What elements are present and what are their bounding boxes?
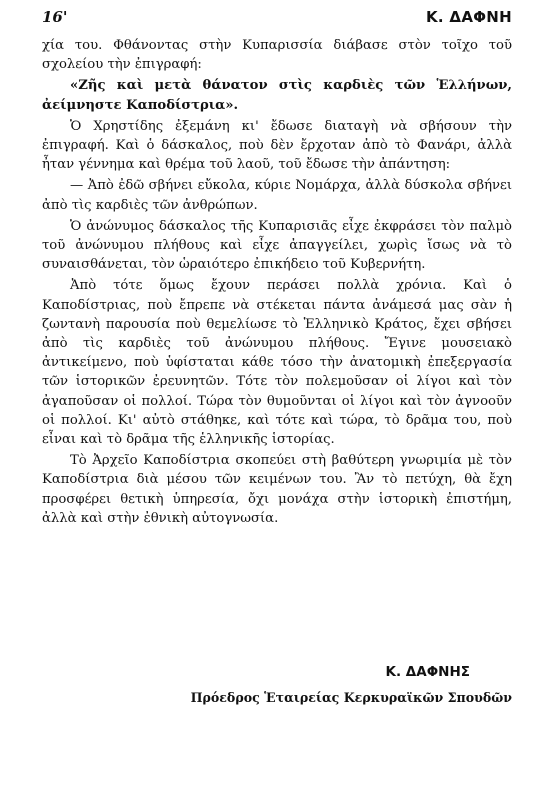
paragraph-inscription: «Ζῆς καὶ μετὰ θάνατον στὶς καρδιὲς τῶν Ἑλλήνων, ἀείμνηστε Καποδίστρια». — [42, 78, 512, 113]
signature-name: Κ. ΔΑΦΝΗΣ — [385, 664, 470, 680]
paragraph-since-then: Ἀπὸ τότε ὅμως ἔχουν περάσει πολλὰ χρόνια. Καὶ ὁ Καποδίστριας, ποὺ ἔπρεπε νὰ στέκεται πάντα ἀνάμεσά μας σὰν ἡ ζωντανὴ παρουσία ποὺ θεμελίωσε τὸ Ἑλληνικὸ Κράτος, ἔχει σβήσει ἀπὸ τὶς καρδιὲς τοῦ ἀνώνυμου πλήθους. Ἔγινε μουσειακὸ ἀντικείμενο, ποὺ ὑφίσταται κάθε τόσο τὴν ἀνατομικὴ ἐπεξεργασία τῶν ἱστορικῶν ἐρευνητῶν. Τότε τὸν πολεμοῦσαν οἱ λίγοι καὶ τὸν ἀγαποῦσαν οἱ πολλοί. Τώρα τὸν θυμοῦνται οἱ λίγοι καὶ τὸν ἀγνοοῦν οἱ πολλοί. Κι' αὐτὸ στάθηκε, καὶ τότε καὶ τώρα, τὸ δρᾶμα του, ποὺ εἶναι καὶ τὸ δρᾶμα τῆς ἑλληνικῆς ἱστορίας. — [42, 278, 512, 448]
paragraph-continuation: χία του. Φθάνοντας στὴν Κυπαρισσία διάβασε στὸν τοῖχο τοῦ σχολείου τὴν ἐπιγραφή: — [42, 38, 512, 73]
body-text — [42, 36, 512, 530]
signature-role: Πρόεδρος Ἑταιρείας Κερκυραϊκῶν Σπουδῶν — [190, 690, 512, 705]
page-number: 16' — [42, 8, 68, 26]
running-title: Κ. ΔΑΦΝΗ — [425, 8, 512, 26]
paragraph-reply: — Ἀπὸ ἐδῶ σβήνει εὔκολα, κύριε Νομάρχα, ἀλλὰ δύσκολα σβήνει ἀπὸ τὶς καρδιὲς τῶν ἀνθρώπων. — [42, 178, 512, 213]
paragraph-order: Ὁ Χρηστίδης ἐξεμάνη κι' ἔδωσε διαταγὴ νὰ σβήσουν τὴν ἐπιγραφή. Καὶ ὁ δάσκαλος, ποὺ δὲν ἔρχοταν ἀπὸ τὸ Φανάρι, ἀλλὰ ἦταν γέννημα καὶ θρέμα τοῦ λαοῦ, τοῦ ἔδωσε τὴν ἀπάντηση: — [42, 118, 512, 173]
paragraph-archive: Τὸ Ἀρχεῖο Καποδίστρια σκοπεύει στὴ βαθύτερη γνωριμία μὲ τὸν Καποδίστρια διὰ μέσου τῶν κειμένων του. Ἂν τὸ πετύχη, θὰ ἔχη προσφέρει θετικὴ ὑπηρεσία, ὄχι μονάχα στὴν ἱστορικὴ ἐπιστήμη, ἀλλὰ καὶ στὴν ἐθνικὴ αὐτογνωσία. — [42, 453, 512, 526]
paragraph-teacher: Ὁ ἀνώνυμος δάσκαλος τῆς Κυπαρισιᾶς εἶχε ἐκφράσει τὸν παλμὸ τοῦ ἀνώνυμου πλήθους καὶ εἶχε ἀπαγγείλει, χωρὶς ἴσως νὰ τὸ συναισθάνεται, τὸν ὡραιότερο ἐπικήδειο τοῦ Κυβερνήτη. — [42, 218, 512, 273]
page-header — [42, 8, 512, 30]
